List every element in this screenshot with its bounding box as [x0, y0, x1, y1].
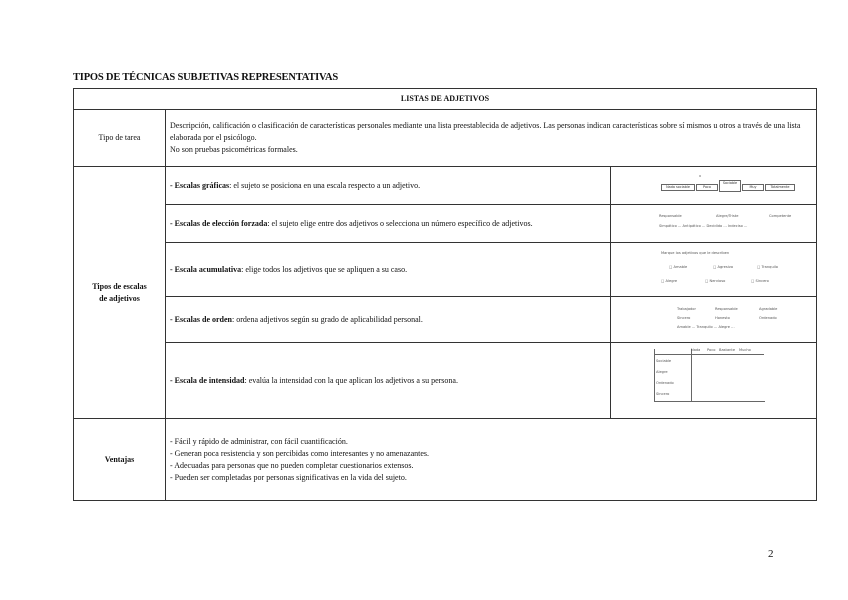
acumulativa-row3-a: □ Alegre — [661, 279, 678, 283]
escala-intensidad-thumbnail — [611, 343, 817, 419]
table-header: LISTAS DE ADJETIVOS — [74, 89, 817, 110]
escala-acumulativa-thumbnail — [611, 243, 817, 297]
acumulativa-row3-b: □ Nervioso — [705, 279, 726, 283]
ventaja-item: - Generan poca resistencia y son percibidas como interesantes y no amenazantes. — [170, 448, 430, 458]
intensidad-row-4: Sincero — [656, 392, 670, 396]
escala-grafica-desc: : el sujeto se posiciona en una escala respecto a un adjetivo. — [229, 180, 421, 190]
grafica-box-1: Nada sociable — [661, 184, 695, 191]
table-header-row — [74, 89, 817, 110]
intensidad-header-4: Mucho — [739, 348, 751, 352]
escala-grafica-text: - Escalas gráficas: el sujeto se posiciona en una escala respecto a un adjetivo. — [166, 167, 611, 205]
grafica-marker: x — [699, 174, 702, 178]
label-tipos-escalas-line-2: de adjetivos — [99, 293, 140, 303]
eleccion-row1-c: Competente — [769, 214, 792, 218]
grafica-box-2: Poco — [696, 184, 718, 191]
escala-intensidad-desc: : evalúa la intensidad con la que aplican los adjetivos a su persona. — [244, 375, 458, 385]
intensidad-row-1: Sociable — [656, 359, 672, 363]
acumulativa-row2-b: □ Agresivo — [713, 265, 734, 269]
ventaja-item: - Fácil y rápido de administrar, con fácil cuantificación. — [170, 436, 348, 446]
eleccion-row1-b: Alegre/Triste — [716, 214, 739, 218]
page-number: 2 — [768, 548, 774, 560]
escala-acumulativa-desc: : elige todos los adjetivos que se apliquen a su caso. — [241, 264, 408, 274]
label-ventajas: Ventajas — [74, 419, 166, 501]
adjective-lists-table — [73, 88, 817, 501]
escala-eleccion-thumbnail — [611, 205, 817, 243]
orden-row1-c: Agradable — [759, 307, 778, 311]
ventaja-item: - Adecuadas para personas que no pueden completar cuestionarios extensos. — [170, 460, 414, 470]
intensidad-header-line — [654, 354, 764, 355]
escala-acumulativa-name: Escala acumulativa — [174, 264, 242, 274]
label-tipo-tarea: Tipo de tarea — [74, 110, 166, 167]
escala-orden-desc: : ordena adjetivos según su grado de aplicabilidad personal. — [232, 314, 423, 324]
intensidad-header-3: Bastante — [719, 348, 736, 352]
intensidad-header-2: Poco — [707, 348, 716, 352]
tipo-tarea-line-1: Descripción, calificación o clasificación de características personales mediante una lista preestablecida de adjetivos. Las personas indican características sobre sí mismos u otros a través de una lista elaborada por el psicólogo. — [170, 121, 801, 142]
label-tipos-escalas-line-1: Tipos de escalas — [92, 281, 147, 291]
escala-eleccion-name: Escalas de elección forzada — [174, 218, 268, 228]
row-tipo-tarea — [74, 110, 817, 167]
grafica-box-4: Muy — [742, 184, 764, 191]
escala-intensidad-text: - Escala de intensidad: evalúa la intensidad con la que aplican los adjetivos a su persona. — [166, 343, 611, 419]
ventajas-list — [166, 419, 817, 501]
intensidad-row-2: Alegre — [656, 370, 668, 374]
eleccion-row2: Simpático ... Antipático ... Decidido ... Indeciso ... — [659, 224, 748, 228]
row-escala-orden — [74, 297, 817, 343]
escala-eleccion-text: - Escalas de elección forzada: el sujeto elige entre dos adjetivos o selecciona un número específico de adjetivos. — [166, 205, 611, 243]
acumulativa-row1: Marque los adjetivos que le describen — [661, 251, 730, 255]
row-escala-intensidad — [74, 343, 817, 419]
acumulativa-row2-c: □ Tranquilo — [757, 265, 778, 269]
intensidad-grid — [654, 349, 765, 402]
ventaja-item: - Pueden ser completadas por personas significativas en la vida del sujeto. — [170, 472, 407, 482]
page-title: TIPOS DE TÉCNICAS SUBJETIVAS REPRESENTATIVAS — [73, 72, 339, 83]
orden-row2-a: Sincero — [677, 316, 691, 320]
escala-grafica-thumbnail — [611, 167, 817, 205]
acumulativa-row3-c: □ Sincero — [751, 279, 769, 283]
orden-row2-c: Ordenado — [759, 316, 777, 320]
orden-row1-b: Responsable — [715, 307, 738, 311]
row-escala-grafica — [74, 167, 817, 205]
eleccion-row1-a: Responsable — [659, 214, 682, 218]
escala-orden-text: - Escalas de orden: ordena adjetivos según su grado de aplicabilidad personal. — [166, 297, 611, 343]
orden-row1-a: Trabajador — [677, 307, 696, 311]
row-escala-eleccion — [74, 205, 817, 243]
escala-orden-thumbnail — [611, 297, 817, 343]
row-ventajas — [74, 419, 817, 501]
escala-acumulativa-text: - Escala acumulativa: elige todos los adjetivos que se apliquen a su caso. — [166, 243, 611, 297]
intensidad-header-1: Nada — [691, 348, 701, 352]
escala-intensidad-name: Escala de intensidad — [174, 375, 245, 385]
intensidad-row-3: Ordenado — [656, 381, 674, 385]
tipo-tarea-description — [166, 110, 817, 167]
escala-orden-name: Escalas de orden — [174, 314, 233, 324]
grafica-box-3: Sociable — [719, 180, 741, 192]
acumulativa-row2-a: □ Amable — [669, 265, 688, 269]
tipo-tarea-line-2: No son pruebas psicométricas formales. — [170, 145, 298, 154]
intensidad-col-line — [691, 349, 692, 401]
row-escala-acumulativa — [74, 243, 817, 297]
escala-grafica-name: Escalas gráficas — [174, 180, 230, 190]
escala-eleccion-desc: : el sujeto elige entre dos adjetivos o selecciona un número específico de adjetivos. — [267, 218, 533, 228]
orden-row2-b: Honesto — [715, 316, 730, 320]
grafica-box-5: Totalmente — [765, 184, 795, 191]
orden-row3: Amable ... Tranquilo ... Alegre ... — [677, 325, 735, 329]
label-tipos-escalas — [74, 167, 166, 419]
